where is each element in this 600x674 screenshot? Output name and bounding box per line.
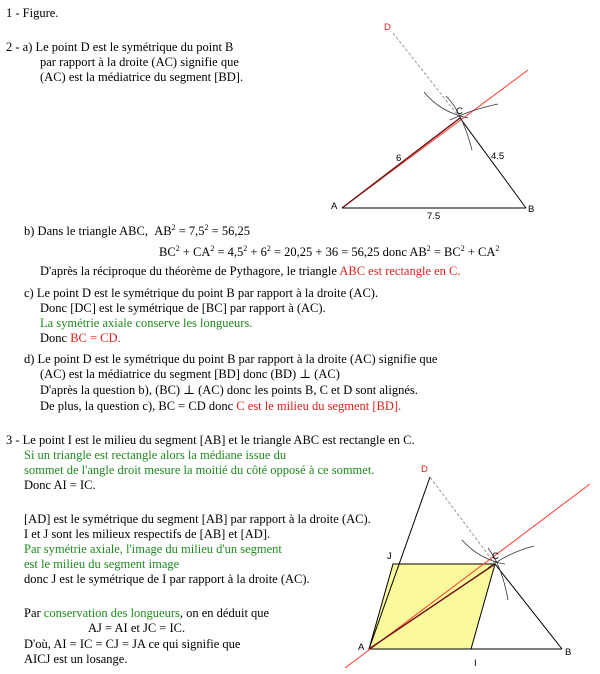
q3-dou-line: D'où, AI = IC = CJ = JA ce qui signifie que [24, 637, 241, 651]
q3-green-1-line-2: sommet de l'angle droit mesure la moitié du côté opposé à ce sommet. [24, 463, 375, 477]
q2a-line-1: 2 - a) Le point D est le symétrique du point B [6, 40, 234, 54]
fig1-label-length-ab: 7.5 [427, 211, 441, 222]
fig2-segment-bc [495, 564, 562, 649]
fig2-label-b: B [565, 647, 572, 658]
q3-p2-line-2: I et J sont les milieux respectifs de [AB] et [AD]. [24, 527, 271, 541]
q2d-line-1: d) Le point D est le symétrique du point B par rapport à la droite (AC) signifie que [24, 352, 438, 366]
q2d-line-2: (AC) est la médiatrice du segment [BD] donc (BD) ⊥ (AC) [40, 367, 340, 381]
fig1-label-a: A [331, 201, 338, 212]
q3-donc-1: Donc AI = IC. [24, 478, 96, 492]
q3-green-1-line-1: Si un triangle est rectangle alors la médiane issue du [24, 448, 287, 462]
q2b-conclusion: D'après la réciproque du théorème de Pythagore, le triangle ABC est rectangle en C. [40, 264, 461, 278]
q2c-conclusion: Donc BC = CD. [40, 331, 121, 345]
q2d-conclusion: De plus, la question c), BC = CD donc C est le milieu du segment [BD]. [40, 399, 402, 413]
fig2-label-i: I [474, 658, 477, 669]
q2c-line-1: c) Le point D est le symétrique du point B par rapport à la droite (AC). [24, 286, 379, 300]
q3-green-2-line-2: est le milieu du segment image [24, 557, 180, 571]
q3-par-line: Par conservation des longueurs, on en déduit que [24, 606, 270, 620]
q3-p2-line-1: [AD] est le symétrique du segment [AB] par rapport à la droite (AC). [24, 512, 371, 526]
q2a-line-2: par rapport à la droite (AC) signifie que [40, 55, 239, 69]
q2b-equation-1: b) Dans le triangle ABC, $AB^2 = 7,5^2 = 56,25$ [24, 222, 250, 238]
q3-green-2-line-1: Par symétrie axiale, l'image du milieu d'un segment [24, 542, 282, 556]
fig2-label-j: J [387, 551, 392, 562]
fig2-dashed-cd [430, 477, 495, 564]
fig1-label-d: D [384, 22, 391, 33]
fig1-label-b: B [528, 204, 535, 215]
fig1-arc-2 [446, 96, 472, 150]
q2c-line-2: Donc [DC] est le symétrique de [BC] par rapport à (AC). [40, 301, 326, 315]
q3-donc-2: donc J est le symétrique de I par rapport à la droite (AC). [24, 572, 310, 586]
fig1-dashed-cd [393, 33, 460, 118]
q3-intro: 3 - Le point I est le milieu du segment [AB] et le triangle ABC est rectangle en C. [6, 433, 415, 447]
q2d-line-3: D'après la question b), (BC) ⊥ (AC) donc les points B, C et D sont alignés. [40, 383, 418, 397]
fig2-label-d: D [421, 464, 428, 475]
section-1-heading: 1 - Figure. [6, 6, 59, 20]
fig1-segment-bc [460, 118, 526, 208]
fig2-label-c: C [492, 551, 499, 562]
q2a-line-3: (AC) est la médiatrice du segment [BD]. [40, 70, 244, 84]
q2c-green-line: La symétrie axiale conserve les longueurs. [40, 316, 253, 330]
fig1-label-c: C [456, 106, 463, 117]
q3-losange-line: AICJ est un losange. [24, 652, 128, 666]
fig2-label-a: A [358, 642, 365, 653]
q3-equality: AJ = AI et JC = IC. [88, 621, 186, 635]
fig1-label-length-ac: 6 [396, 153, 402, 164]
q2b-equation-2: $BC^2 + CA^2 = 4,5^2 + 6^2 = 20,25 + 36 = 56,25$ donc $AB^2 = BC^2 + CA^2$ [159, 243, 500, 259]
fig1-label-length-bc: 4.5 [491, 151, 505, 162]
